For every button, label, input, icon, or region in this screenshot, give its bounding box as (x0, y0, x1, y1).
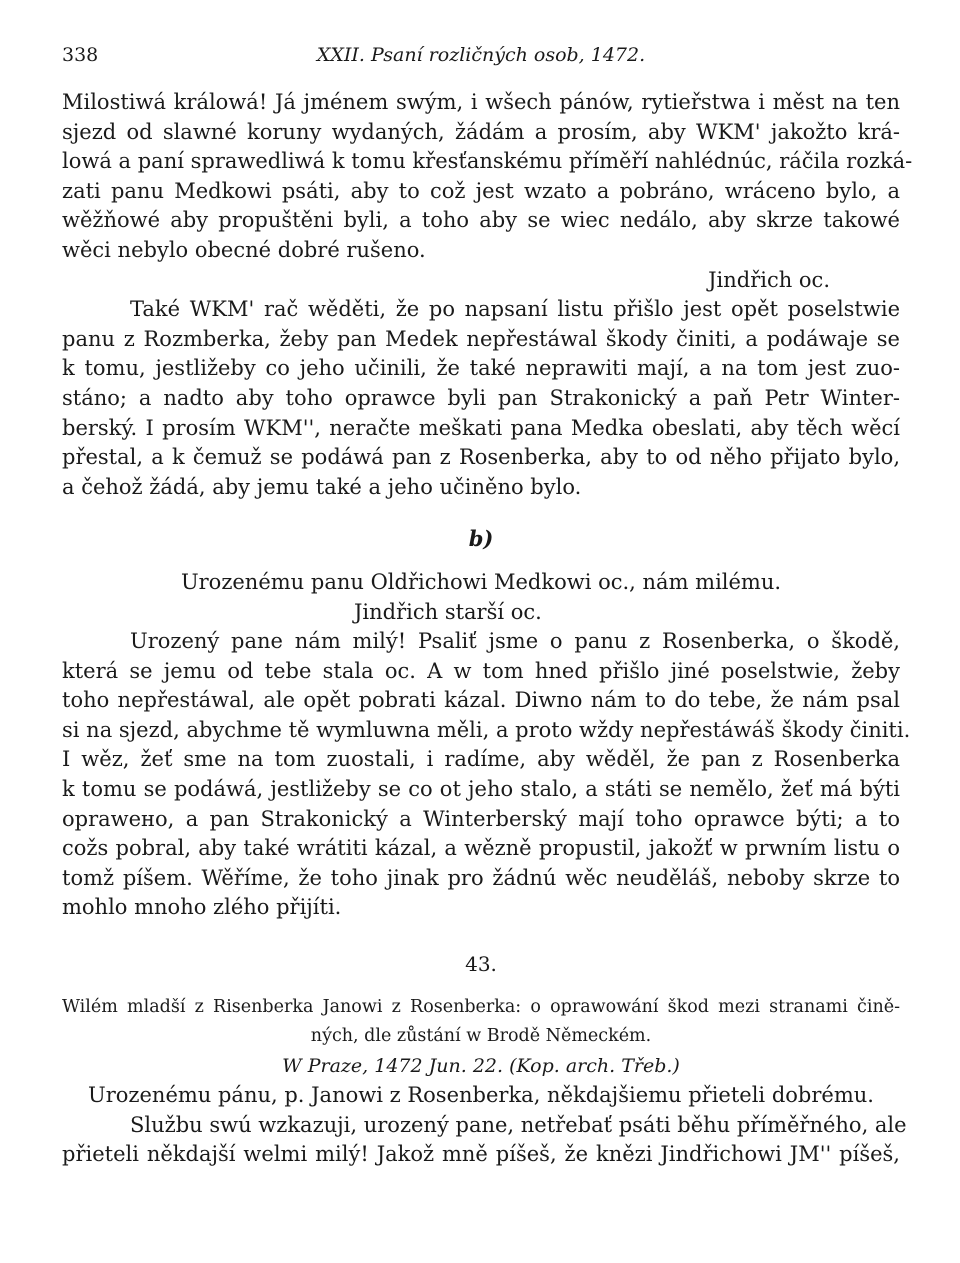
text-line: zati panu Medkowi psáti, aby to což jest wzato a pobráno, wráceno bylo, a (62, 178, 900, 203)
text-line: mohlo mnoho zlého přijíti. (62, 895, 342, 920)
text-line: k tomu, jestližeby co jeho učinili, že také neprawiti mají, a na tom jest zuo- (62, 356, 900, 381)
running-head (62, 40, 900, 74)
letter-a-signature: Jindřich oc. (708, 267, 830, 292)
text-line: wěci nebylo obecné dobré rušeno. (62, 237, 426, 262)
document-dateline: W Praze, 1472 Jun. 22. (Kop. arch. Třeb.) (282, 1055, 680, 1078)
section-mark-b: b) (468, 526, 494, 552)
document-summary (62, 993, 900, 1051)
summary-line: ných, dle zůstání w Brodě Německém. (310, 1026, 652, 1047)
text-line: a čehož žádá, aby jemu také a jeho učiněno bylo. (62, 474, 582, 499)
text-line: přestal, a k čemuž se podáwá pan z Rosenberka, aby to od něho přijato bylo, (62, 445, 900, 470)
document-43-address: Urozenému pánu, p. Janowi z Rosenberka, někdajšiemu přieteli dobrému. (88, 1083, 874, 1108)
text-line: wěžňowé aby propuštěni byli, a toho aby se wiec nedálo, aby skrze takowé (62, 208, 900, 233)
summary-line: Wilém mladší z Risenberka Janowi z Rosenberka: o oprawowání škod mezi stranami čině- (62, 997, 900, 1018)
letter-b-body (62, 627, 911, 923)
text-line: Také WKM' rač wěděti, že po napsaní listu přišlo jest opět poselstwie (130, 297, 900, 322)
letter-b-address: Urozenému panu Oldřichowi Medkowi oc., nám milému. (180, 569, 782, 594)
text-line: která se jemu od tebe stala oc. A w tom hned přišlo jiné poselstwie, žeby (62, 658, 900, 683)
document-43-body (62, 1111, 907, 1170)
text-line: lowá a paní sprawedliwá k tomu křesťanskému příměří nahlédnúc, ráčila rozká- (62, 149, 913, 174)
text-line: si na sjezd, abychme tě wymluwna měli, a proto wždy nepřestáwáš škody činiti. (62, 717, 911, 742)
text-line: sjezd od slawné koruny wydaných, žádám a prosím, aby WKM' jakožto krá- (62, 119, 900, 144)
text-line: I wěz, žeť sme na tom zuostali, i radíme, aby wěděl, že pan z Rosenberka (62, 747, 900, 772)
page (62, 40, 913, 1170)
text-line: oprawено, a pan Strakonický a Winterberský mají toho oprawce býti; a to (62, 806, 900, 831)
text-line: panu z Rozmberka, žeby pan Medek nepřestáwal škody činiti, a podáwaje se (62, 326, 900, 351)
running-title: XXII. Psaní rozličných osob, 1472. (316, 44, 646, 66)
letter-a-paragraph-1 (62, 88, 913, 266)
document-number: 43. (465, 952, 497, 977)
letter-b-sender: Jindřich starší oc. (354, 599, 542, 624)
text-line: toho nepřestáwal, ale opět pobrati kázal. Diwno nám to do tebe, že nám psal (62, 688, 900, 713)
letter-a-paragraph-2 (62, 295, 900, 502)
text-line: stáno; a nadto aby toho oprawce byli pan Strakonický a paň Petr Winter- (62, 385, 900, 410)
text-line: berský. I prosím WKM'', neračte meškati pana Medka obeslati, aby těch wěcí (62, 415, 900, 440)
text-line: přieteli někdajší welmi milý! Jakož mně píšeš, že knězi Jindřichowi JM'' píšeš, (62, 1142, 900, 1167)
text-line: Službu swú wzkazuji, urozený pane, netřebať psáti běhu příměřného, ale (130, 1112, 907, 1137)
text-line: k tomu se podáwá, jestližeby se co ot jeho stalo, a státi se nemělo, žeť má býti (62, 777, 900, 802)
text-line: Urozený pane nám milý! Psaliť jsme o panu z Rosenberka, o škodě, (130, 629, 900, 654)
text-line: cožs pobral, aby také wrátiti kázal, a wězně propustil, jakožť w prwním listu o (62, 836, 900, 861)
page-number: 338 (62, 44, 99, 66)
text-line: Milostiwá králowá! Já jménem swým, i wšech pánów, rytieřstwa i měst na ten (62, 90, 900, 114)
text-line: tomž píšem. Wěříme, že toho jinak pro žádnú wěc neuděláš, neboby skrze to (62, 865, 900, 890)
